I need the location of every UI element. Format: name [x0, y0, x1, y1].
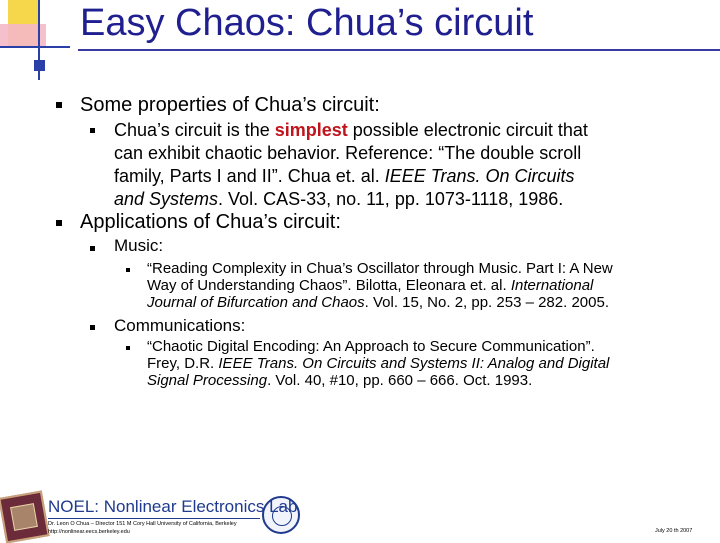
property-line-1: Chua’s circuit is the simplest possible electronic circuit that [114, 120, 588, 140]
square-bullet-icon [90, 128, 95, 133]
square-bullet-icon [56, 102, 62, 108]
comm-ref-line-3: Signal Processing. Vol. 40, #10, pp. 660 – 666. Oct. 1993. [147, 372, 533, 389]
corner-decoration-icon [0, 0, 80, 85]
properties-heading: Some properties of Chua’s circuit: [80, 94, 380, 116]
property-line-2: can exhibit chaotic behavior. Reference: “The double scroll [114, 143, 582, 163]
square-bullet-icon [56, 220, 62, 226]
title-underline [78, 49, 720, 51]
music-heading: Music: [114, 236, 164, 255]
square-bullet-icon [126, 346, 130, 350]
property-line-3: family, Parts I and II”. Chua et. al. IEEE Trans. On Circuits [114, 166, 575, 186]
applications-heading: Applications of Chua’s circuit: [80, 211, 341, 233]
square-bullet-icon [90, 246, 95, 251]
square-bullet-icon [126, 268, 130, 272]
lab-url[interactable]: http://nonlinear.eecs.berkeley.edu [48, 529, 130, 535]
director-line: Dr. Leon O Chua – Director 151 M Cory Hall University of California, Berkeley [48, 521, 237, 527]
slide-title: Easy Chaos: Chua’s circuit [80, 2, 534, 44]
music-ref-line-2: Way of Understanding Chaos”. Bilotta, Eleonara et. al. International [147, 277, 594, 294]
lab-underline [48, 518, 260, 519]
emphasis-simplest: simplest [274, 120, 348, 140]
chip-logo-icon [0, 491, 50, 543]
comm-ref-line-1: “Chaotic Digital Encoding: An Approach to Secure Communication”. [147, 338, 595, 355]
slide-date: July 20 th 2007 [655, 528, 693, 534]
music-ref-line-3: Journal of Bifurcation and Chaos. Vol. 15, No. 2, pp. 253 – 282. 2005. [147, 294, 609, 311]
comm-ref-line-2: Frey, D.R. IEEE Trans. On Circuits and Systems II: Analog and Digital [147, 355, 610, 372]
square-bullet-icon [90, 325, 95, 330]
property-line-4: and Systems. Vol. CAS-33, no. 11, pp. 1073-1118, 1986. [114, 189, 564, 209]
communications-heading: Communications: [114, 316, 246, 335]
lab-name: NOEL: Nonlinear Electronics Lab [48, 497, 298, 516]
music-ref-line-1: “Reading Complexity in Chua’s Oscillator through Music. Part I: A New [147, 260, 613, 277]
